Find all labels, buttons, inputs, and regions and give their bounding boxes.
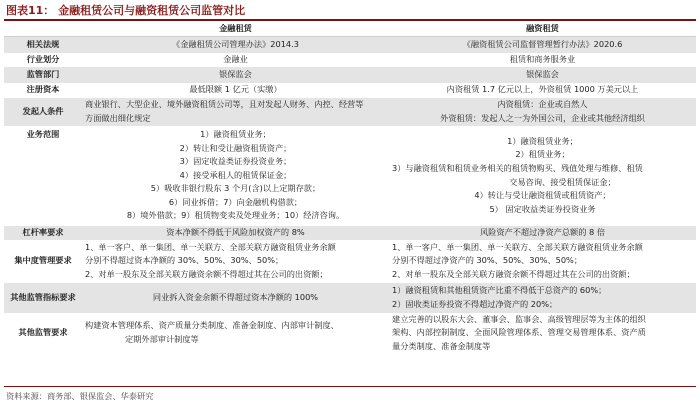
cell-line: 构建资本管理体系、资产质量分类制度、准备金制度、内部审计制度、	[85, 320, 339, 331]
cell-line: 3）与融资租赁和租赁业务相关的租赁物购买、残值处理与维修、租赁	[392, 162, 643, 173]
table-row	[4, 67, 696, 83]
financial-leasing-cell	[82, 98, 389, 126]
cell-line: 同业拆入资金余额不得超过资本净额的 100%	[152, 291, 319, 302]
finance-leasing-cell	[389, 67, 696, 83]
financial-leasing-cell	[82, 67, 389, 83]
table-row	[4, 37, 696, 53]
cell-line: 5） 固定收益类证券投资业务	[489, 203, 596, 214]
financial-leasing-cell	[82, 53, 389, 67]
cell-line: 2）固收类证券投资不得超过净资产的 20%；	[392, 298, 558, 309]
cell-line: 金融业	[223, 53, 248, 64]
cell-line: 8）境外借款；9）租赁物变卖及处理业务；10）经济咨询。	[126, 210, 345, 221]
financial-leasing-cell	[82, 226, 389, 240]
header-label-cell	[4, 22, 82, 37]
row-label: 监管部门	[4, 67, 82, 83]
row-label: 集中度管理要求	[14, 255, 72, 266]
cell-line: 分别不得超过资本净额的 30%、50%、30%、50%；	[85, 255, 284, 266]
cell-line: 6）同业拆借；7）向金融机构借款；	[168, 196, 303, 207]
finance-leasing-cell	[389, 240, 696, 283]
figure-title: 图表11： 金融租赁公司与融资租赁公司监管对比	[6, 4, 246, 17]
cell-line: 《金融租赁公司管理办法》2014.3	[172, 38, 299, 49]
cell-line: 2）转让和受让融资租赁资产；	[179, 142, 292, 153]
header-financial-leasing: 金融租赁	[82, 22, 389, 37]
cell-line: 1）融资租赁业务；	[200, 128, 271, 139]
finance-leasing-cell	[389, 53, 696, 67]
table-row	[4, 313, 696, 354]
row-label: 相关法规	[4, 37, 82, 53]
cell-line: 《融资租赁公司监督管理暂行办法》2020.6	[462, 38, 623, 49]
cell-line: 1）融资租赁业务；	[507, 135, 578, 146]
table-row	[4, 240, 696, 283]
finance-leasing-cell	[389, 226, 696, 240]
table-row	[4, 226, 696, 240]
row-label: 注册资本	[26, 84, 60, 95]
financial-leasing-cell	[82, 283, 389, 313]
finance-leasing-cell	[389, 313, 696, 354]
source-note: 资料来源：商务部、银保监会、华泰研究	[6, 391, 154, 401]
cell-line: 租赁和商务服务业	[509, 53, 576, 64]
cell-line: 1）融资租赁和其他租赁资产比重不得低于总资产的 60%；	[392, 284, 607, 295]
table-header-row	[4, 22, 696, 37]
cell-line: 外资租赁：发起人之一为外国公司，企业或其他经济组织	[440, 112, 645, 123]
cell-line: 银保监会	[526, 68, 559, 79]
cell-line: 1、单一客户、单一集团、单一关联方、全部关联方融资租赁业务余额	[85, 241, 336, 252]
table-row	[4, 83, 696, 98]
finance-leasing-cell	[389, 283, 696, 313]
finance-leasing-cell	[389, 83, 696, 98]
financial-leasing-cell	[82, 37, 389, 53]
financial-leasing-cell	[82, 313, 389, 354]
table-row	[4, 283, 696, 313]
finance-leasing-cell	[389, 126, 696, 226]
cell-line: 2、对单一股东及全部关联方融资余额不得超过其在公司的出资额；	[85, 268, 328, 279]
financial-leasing-cell	[82, 126, 389, 226]
cell-line: 方面做出细化规定	[85, 112, 151, 123]
title-divider	[4, 19, 696, 21]
financial-leasing-cell	[82, 83, 389, 98]
row-label: 业务范围	[26, 128, 60, 139]
table-row	[4, 53, 696, 67]
cell-line: 4）接受承租人的租赁保证金；	[179, 169, 292, 180]
finance-leasing-cell	[389, 98, 696, 126]
cell-line: 银保监会	[219, 68, 252, 79]
row-label: 其他监管要求	[18, 327, 68, 338]
cell-line: 建立完善的以股东大会、董事会、监事会、高级管理层等为主体的组织	[392, 313, 646, 324]
cell-line: 量分类制度、准备金制度等	[392, 340, 491, 351]
cell-line: 最低限额 1 亿元（实缴）	[189, 84, 282, 95]
cell-line: 内资租赁 1.7 亿元以上，外资租赁 1000 万美元以上	[446, 84, 639, 95]
row-label: 其他监管指标要求	[4, 283, 82, 313]
row-label: 行业划分	[26, 53, 60, 64]
cell-line: 交易咨询、接受租赁保证金；	[509, 176, 616, 187]
footer-divider	[4, 386, 696, 387]
table-row	[4, 98, 696, 126]
cell-line: 内资租赁：企业或自然人	[497, 98, 588, 109]
financial-leasing-cell	[82, 240, 389, 283]
cell-line: 商业银行、大型企业、境外融资租赁公司等，且对发起人财务、内控、经营等	[85, 98, 364, 109]
cell-line: 3）固定收益类证券投资业务；	[179, 156, 292, 167]
row-label: 发起人条件	[4, 98, 82, 126]
cell-line: 资本净额不得低于风险加权资产的 8%	[166, 226, 305, 237]
comparison-table	[4, 22, 696, 353]
finance-leasing-cell	[389, 37, 696, 53]
cell-line: 1、单一客户、单一集团、单一关联方、全部关联方融资租赁业务余额	[392, 241, 643, 252]
row-label: 杠杆率要求	[4, 226, 82, 240]
cell-line: 2）租赁业务；	[515, 149, 570, 160]
cell-line: 定期外部审计制度等	[125, 333, 199, 344]
table-row	[4, 126, 696, 226]
cell-line: 2、对单一股东及全部关联方融资余额不得超过其在公司的出资额；	[392, 268, 635, 279]
cell-line: 风险资产不超过净资产总额的 8 倍	[479, 226, 606, 237]
cell-line: 分别不得超过净资产的 30%、50%、30%、50%；	[392, 255, 583, 266]
cell-line: 架构、内部控制制度、全面风险管理体系、管理交易管理体系、资产质	[392, 327, 646, 338]
cell-line: 5）吸收非银行股东 3 个月(含)以上定期存款；	[150, 183, 321, 194]
cell-line: 4）转让与受让融资租赁或租赁资产；	[474, 190, 611, 201]
header-finance-leasing: 融资租赁	[389, 22, 696, 37]
